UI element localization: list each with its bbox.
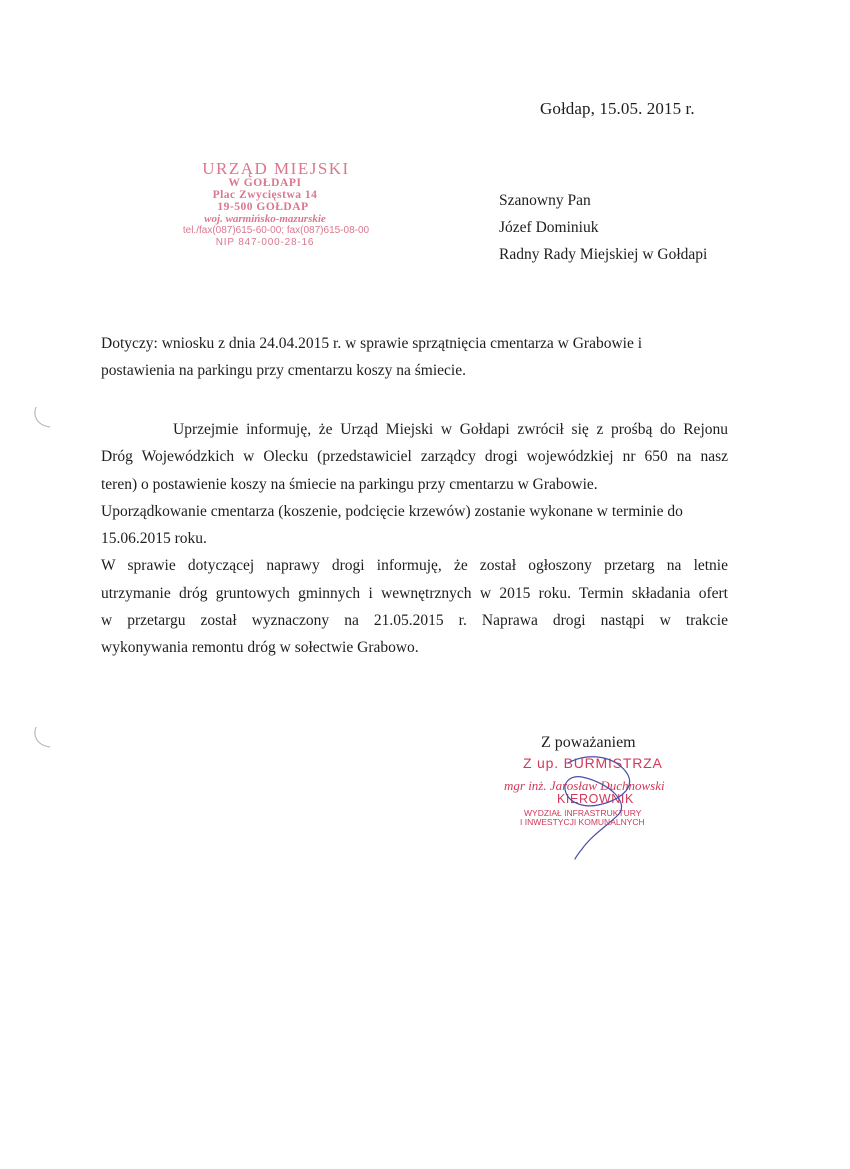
body-line: wykonywania remontu dróg w sołectwie Grabowo. xyxy=(101,639,419,657)
signatory-role: KIEROWNIK xyxy=(557,792,634,806)
office-stamp-region: woj. warmińsko-mazurskie xyxy=(204,213,326,225)
body-line: W sprawie dotyczącej naprawy drogi informuję, że został ogłoszony przetarg na letnie xyxy=(101,557,728,575)
punch-hole-mark xyxy=(32,405,56,431)
recipient-salutation: Szanowny Pan xyxy=(499,192,591,209)
body-line: Uporządkowanie cmentarza (koszenie, podcięcie krzewów) zostanie wykonane w terminie do xyxy=(101,502,683,520)
department-line: I INWESTYCJI KOMUNALNYCH xyxy=(520,817,645,827)
office-stamp xyxy=(170,160,390,249)
stamp-authority: Z up. BURMISTRZA xyxy=(523,755,663,771)
office-stamp-street: Plac Zwycięstwa 14 xyxy=(212,189,318,201)
recipient-block xyxy=(499,187,707,268)
recipient-name: Józef Dominiuk xyxy=(499,219,599,236)
office-stamp-city: W GOŁDAPI xyxy=(228,177,302,189)
recipient-position: Radny Rady Miejskiej w Gołdapi xyxy=(499,246,708,263)
body-line: Dróg Wojewódzkich w Olecku (przedstawiciel zarządcy drogi wojewódzkiej nr 650 na nasz xyxy=(101,448,728,466)
body-line: teren) o postawienie koszy na śmiecie na parkingu przy cmentarzu w Grabowie. xyxy=(101,475,598,493)
department-line: WYDZIAŁ INFRASTRUKTURY xyxy=(524,808,642,818)
signatory-name: mgr inż. Jarosław Duchnowski xyxy=(504,778,665,793)
place-date: Gołdap, 15.05. 2015 r. xyxy=(540,99,695,118)
handwritten-signature xyxy=(500,753,700,863)
subject-line: postawienia na parkingu przy cmentarzu koszy na śmiecie. xyxy=(101,362,466,379)
closing-greeting: Z poważaniem xyxy=(541,734,636,751)
subject-line: Dotyczy: wniosku z dnia 24.04.2015 r. w sprawie sprzątnięcia cmentarza w Grabowie i xyxy=(101,335,643,352)
subject-block xyxy=(101,330,701,384)
office-stamp-zip: 19-500 GOŁDAP xyxy=(217,201,309,213)
punch-hole-mark xyxy=(32,725,56,751)
body-line: Uprzejmie informuję, że Urząd Miejski w Gołdapi zwrócił się z prośbą do Rejonu xyxy=(173,421,728,438)
office-stamp-phone: tel./fax(087)615-60-00; fax(087)615-08-00 xyxy=(182,225,370,236)
letter-body xyxy=(101,416,728,662)
signature-stamp xyxy=(500,753,700,863)
body-line: w przetargu został wyznaczony na 21.05.2015 r. Naprawa drogi nastąpi w trakcie xyxy=(101,612,728,630)
office-stamp-nip: NIP 847-000-28-16 xyxy=(215,237,315,248)
body-line: utrzymanie dróg gruntowych gminnych i wewnętrznych w 2015 roku. Termin składania ofert xyxy=(101,584,728,602)
office-stamp-title: URZĄD MIEJSKI xyxy=(202,159,350,178)
body-line: 15.06.2015 roku. xyxy=(101,530,207,548)
